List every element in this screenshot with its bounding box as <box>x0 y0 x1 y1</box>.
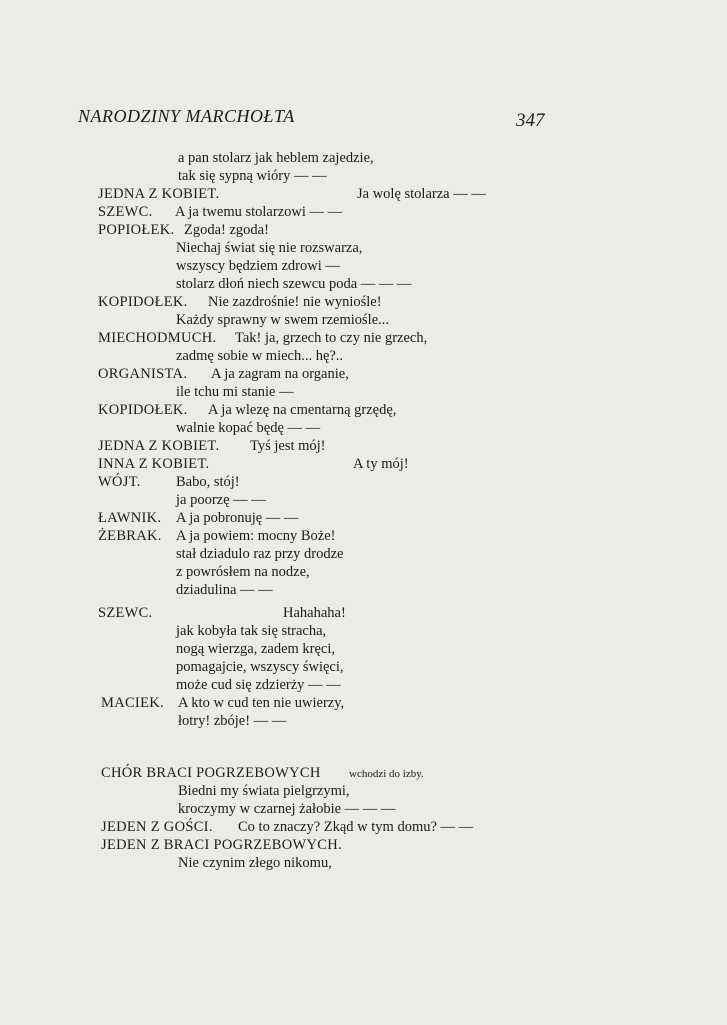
verse-line: Nie zazdrośnie! nie wyniośle! <box>208 294 382 310</box>
verse-line: może cud się zdzierży — — <box>176 677 341 693</box>
verse-line: A ja pobronuję — — <box>176 510 299 526</box>
verse-line: Tyś jest mój! <box>250 438 326 454</box>
verse-line: Babo, stój! <box>176 474 240 490</box>
verse-line: Tak! ja, grzech to czy nie grzech, <box>235 330 428 346</box>
verse-line: łotry! zbóje! — — <box>178 713 287 729</box>
verse-line: zadmę sobie w miech... hę?.. <box>176 348 344 364</box>
page-number: 347 <box>516 110 545 131</box>
verse-line: Biedni my świata pielgrzymi, <box>178 783 350 799</box>
verse-line: ile tchu mi stanie — <box>176 384 294 400</box>
verse-line: Niechaj świat się nie rozswarza, <box>176 240 363 256</box>
verse-line: nogą wierzga, zadem kręci, <box>176 641 336 657</box>
verse-line: kroczymy w czarnej żałobie — — — <box>178 801 396 817</box>
verse-line: Hahahaha! <box>283 605 346 621</box>
verse-line: A ja wlezę na cmentarną grzędę, <box>208 402 397 418</box>
verse-line: ja poorzę — — <box>176 492 266 508</box>
verse-line: A kto w cud ten nie uwierzy, <box>178 695 345 711</box>
verse-line: A ty mój! <box>353 456 409 472</box>
speaker-name: JEDNA Z KOBIET. <box>98 186 220 202</box>
speaker-name: POPIOŁEK. <box>98 222 175 238</box>
speaker-name: ORGANISTA. <box>98 366 188 382</box>
stage-direction: wchodzi do izby. <box>349 768 424 780</box>
speaker-name: KOPIDOŁEK. <box>98 402 188 418</box>
speaker-name: ŁAWNIK. <box>98 510 162 526</box>
speaker-name: MIECHODMUCH. <box>98 330 217 346</box>
verse-line: jak kobyła tak się stracha, <box>176 623 327 639</box>
verse-line: pomagajcie, wszyscy święci, <box>176 659 344 675</box>
running-head: NARODZINY MARCHOŁTA <box>78 106 295 126</box>
verse-line: wszyscy będziem zdrowi — <box>176 258 340 274</box>
verse-line: z powrósłem na nodze, <box>176 564 310 580</box>
verse-line: A ja powiem: mocny Boże! <box>176 528 336 544</box>
speaker-name: JEDEN Z BRACI POGRZEBOWYCH. <box>101 837 342 853</box>
verse-line: Co to znaczy? Zkąd w tym domu? — — <box>238 819 474 835</box>
verse-line: Każdy sprawny w swem rzemiośle... <box>176 312 390 328</box>
verse-line: walnie kopać będę — — <box>176 420 321 436</box>
verse-line: dziadulina — — <box>176 582 273 598</box>
speaker-name: WÓJT. <box>98 474 141 490</box>
verse-line: Ja wolę stolarza — — <box>357 186 486 202</box>
speaker-name: SZEWC. <box>98 605 153 621</box>
speaker-name: CHÓR BRACI POGRZEBOWYCH <box>101 765 321 781</box>
speaker-name: JEDNA Z KOBIET. <box>98 438 220 454</box>
speaker-name: ŻEBRAK. <box>98 528 162 544</box>
verse-line: Zgoda! zgoda! <box>184 222 269 238</box>
speaker-name: MACIEK. <box>101 695 164 711</box>
speaker-name: KOPIDOŁEK. <box>98 294 188 310</box>
verse-line: stał dziadulo raz przy drodze <box>176 546 344 562</box>
verse-line: A ja twemu stolarzowi — — <box>175 204 343 220</box>
verse-line: A ja zagram na organie, <box>211 366 349 382</box>
speaker-name: JEDEN Z GOŚCI. <box>101 819 213 835</box>
speaker-name: INNA Z KOBIET. <box>98 456 210 472</box>
verse-line: a pan stolarz jak heblem zajedzie, <box>178 150 374 166</box>
verse-line: Nie czynim złego nikomu, <box>178 855 332 871</box>
speaker-name: SZEWC. <box>98 204 153 220</box>
verse-line: tak się sypną wióry — — <box>178 168 327 184</box>
verse-line: stolarz dłoń niech szewcu poda — — — <box>176 276 412 292</box>
